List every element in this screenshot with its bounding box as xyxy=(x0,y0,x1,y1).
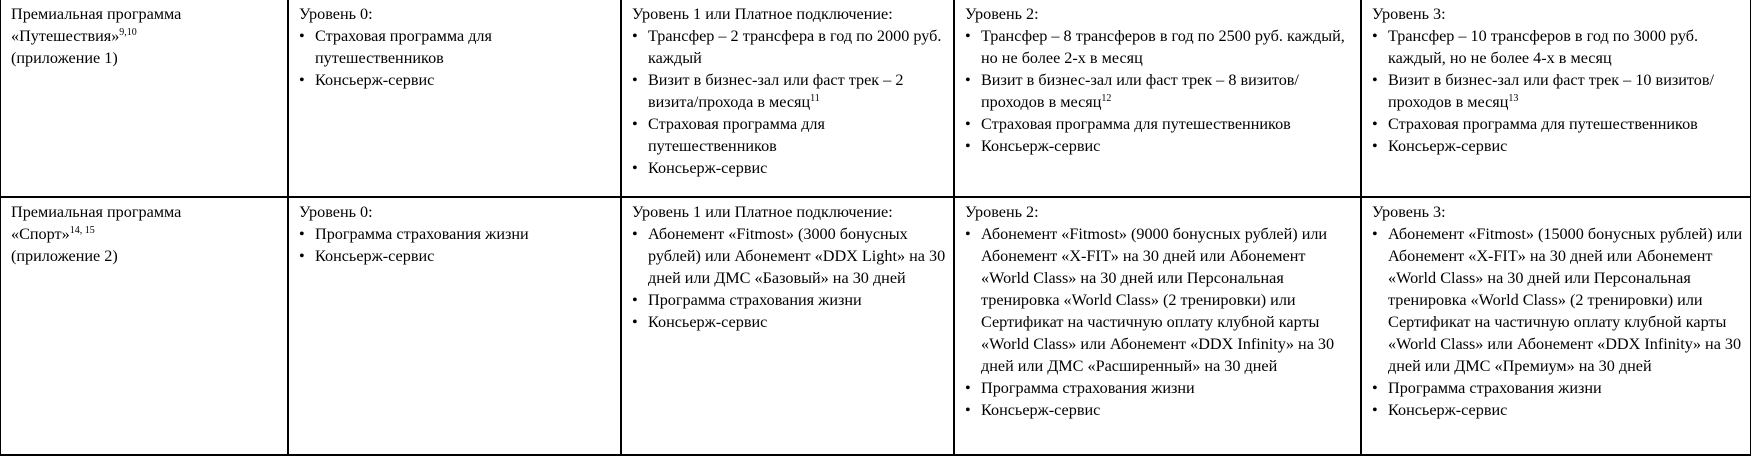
benefit-list xyxy=(632,223,947,333)
footnote-ref: 12 xyxy=(1101,93,1112,104)
program-cell-sport xyxy=(0,197,288,455)
level-heading: Уровень 3: xyxy=(1372,203,1446,221)
benefit-list xyxy=(965,223,1354,421)
footnote-ref: 13 xyxy=(1508,93,1519,104)
list-item: • Абонемент «Fitmost» (3000 бонусных рублей) или Абонемент «DDX Light» на 30 дней или ДМС «Базовый» на 30 дней xyxy=(648,223,947,289)
program-title-line1: Премиальная программа xyxy=(11,203,182,221)
level-heading: Уровень 0: xyxy=(299,5,373,23)
level-heading: Уровень 0: xyxy=(299,203,373,221)
level-heading: Уровень 2: xyxy=(965,5,1039,23)
list-item: • Консьерж-сервис xyxy=(315,69,614,91)
level-cell xyxy=(1361,197,1751,455)
program-title-line2: «Путешествия» xyxy=(11,27,120,45)
level-heading: Уровень 2: xyxy=(965,203,1039,221)
list-item: • Абонемент «Fitmost» (9000 бонусных рублей) или Абонемент «X-FIT» на 30 дней или Абонемент «World Class» на 30 дней или Персональная тренировка «World Class» (2 тренировки) или Сертификат на частичную оплату клубной карты «World Class» или Абонемент «DDX Infinity» на 30 дней или ДМС «Расширенный» на 30 дней xyxy=(981,223,1354,377)
program-note: (приложение 1) xyxy=(11,49,118,67)
list-item: • Консьерж-сервис xyxy=(315,245,614,267)
list-item: • Визит в бизнес-зал или фаст трек – 8 визитов/проходов в месяц$^{12}$ xyxy=(981,69,1354,113)
program-note: (приложение 2) xyxy=(11,247,118,265)
level-cell xyxy=(288,0,621,197)
benefit-list xyxy=(1372,223,1744,421)
list-item: • Программа страхования жизни xyxy=(315,223,614,245)
level-heading: Уровень 3: xyxy=(1372,5,1446,23)
list-item: • Страховая программа для путешественников xyxy=(981,113,1354,135)
list-item: • Страховая программа для путешественников xyxy=(1388,113,1744,135)
level-heading: Уровень 1 или Платное подключение: xyxy=(632,203,893,221)
list-item: • Страховая программа для путешественников xyxy=(315,25,614,69)
list-item: • Консьерж-сервис xyxy=(981,135,1354,157)
program-cell-travel xyxy=(0,0,288,197)
program-title-line1: Премиальная программа xyxy=(11,5,182,23)
level-cell xyxy=(288,197,621,455)
benefit-list xyxy=(1372,25,1744,157)
footnote-ref: 9,10 xyxy=(119,27,137,38)
list-item: • Страховая программа для путешественников xyxy=(648,113,947,157)
list-item: • Программа страхования жизни xyxy=(1388,377,1744,399)
program-title-line2: «Спорт» xyxy=(11,225,70,243)
list-item: • Программа страхования жизни xyxy=(981,377,1354,399)
level-cell xyxy=(954,0,1361,197)
benefit-list xyxy=(965,25,1354,157)
level-cell xyxy=(621,0,954,197)
list-item: • Трансфер – 2 трансфера в год по 2000 руб. каждый xyxy=(648,25,947,69)
level-cell xyxy=(621,197,954,455)
benefit-list xyxy=(299,223,614,267)
table-row-sport xyxy=(0,197,1751,455)
level-cell xyxy=(1361,0,1751,197)
level-heading: Уровень 1 или Платное подключение: xyxy=(632,5,893,23)
list-item: • Консьерж-сервис xyxy=(1388,399,1744,421)
list-item: • Консьерж-сервис xyxy=(981,399,1354,421)
benefit-list xyxy=(299,25,614,91)
table-row-travel xyxy=(0,0,1751,197)
list-item: • Трансфер – 8 трансферов в год по 2500 руб. каждый, но не более 2-х в месяц xyxy=(981,25,1354,69)
list-item: • Трансфер – 10 трансферов в год по 3000 руб. каждый, но не более 4-х в месяц xyxy=(1388,25,1744,69)
list-item: • Консьерж-сервис xyxy=(648,311,947,333)
level-cell xyxy=(954,197,1361,455)
footnote-ref: 11 xyxy=(810,93,820,104)
benefit-list xyxy=(632,25,947,179)
list-item: • Абонемент «Fitmost» (15000 бонусных рублей) или Абонемент «X-FIT» на 30 дней или Абонемент «World Class» на 30 дней или Персональная тренировка «World Class» (2 тренировки) или Сертификат на частичную оплату клубной карты «World Class» или Абонемент «DDX Infinity» на 30 дней или ДМС «Премиум» на 30 дней xyxy=(1388,223,1744,377)
list-item: • Визит в бизнес-зал или фаст трек – 2 визита/прохода в месяц$^{11}$ xyxy=(648,69,947,113)
list-item: • Программа страхования жизни xyxy=(648,289,947,311)
list-item: • Визит в бизнес-зал или фаст трек – 10 визитов/проходов в месяц$^{13}$ xyxy=(1388,69,1744,113)
list-item: • Консьерж-сервис xyxy=(648,157,947,179)
list-item: • Консьерж-сервис xyxy=(1388,135,1744,157)
footnote-ref: 14, 15 xyxy=(69,225,95,236)
